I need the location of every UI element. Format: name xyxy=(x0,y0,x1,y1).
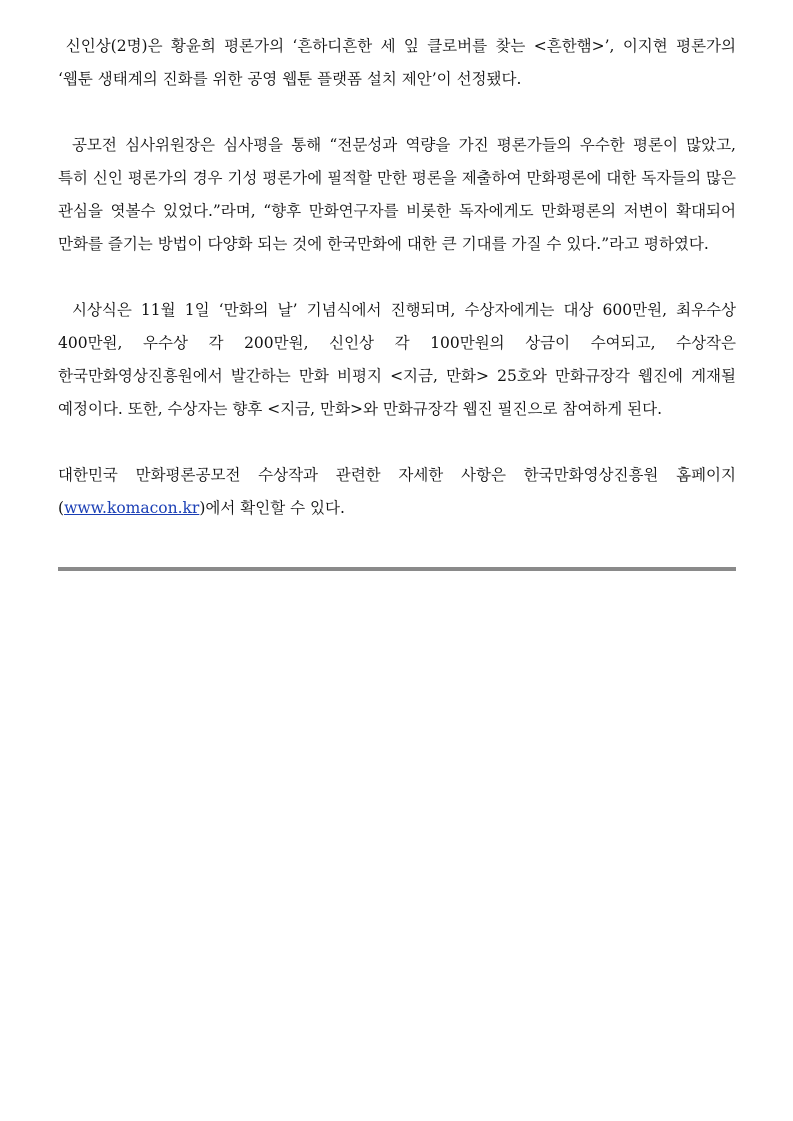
paragraph-rookie-award: 신인상(2명)은 황윤희 평론가의 ‘흔하디흔한 세 잎 클로버를 찾는 <흔한햄>’, 이지현 평론가의 ‘웹툰 생태계의 진화를 위한 공영 웹툰 플랫폼 설치 제안’이 선정됐다. xyxy=(58,37,736,88)
horizontal-divider xyxy=(58,567,736,571)
komacon-website-link[interactable]: www.komacon.kr xyxy=(64,499,200,517)
more-info-text-before: 대한민국 만화평론공모전 수상작과 관련한 자세한 사항은 한국만화영상진흥원 홈페이지( xyxy=(58,466,736,517)
document-body xyxy=(58,30,736,525)
paragraph-gap xyxy=(58,426,736,459)
paragraph-gap xyxy=(58,96,736,129)
paragraph-gap xyxy=(58,261,736,294)
paragraph-more-info xyxy=(58,459,736,525)
paragraph-ceremony: 시상식은 11월 1일 ‘만화의 날’ 기념식에서 진행되며, 수상자에게는 대상 600만원, 최우수상 400만원, 우수상 각 200만원, 신인상 각 100만원의 상금이 수여되고, 수상작은 한국만화영상진흥원에서 발간하는 만화 비평지 <지금, 만화> 25호와 만화규장각 웹진에 게재될 예정이다. 또한, 수상자는 향후 <지금, 만화>와 만화규장각 웹진 필진으로 참여하게 된다. xyxy=(58,301,736,418)
more-info-text-after: )에서 확인할 수 있다. xyxy=(199,499,345,517)
paragraph-judges-review: 공모전 심사위원장은 심사평을 통해 “전문성과 역량을 가진 평론가들의 우수한 평론이 많았고, 특히 신인 평론가의 경우 기성 평론가에 필적할 만한 평론을 제출하여 만화평론에 대한 독자들의 많은 관심을 엿볼수 있었다.”라며, “향후 만화연구자를 비롯한 독자에게도 만화평론의 저변이 확대되어 만화를 즐기는 방법이 다양화 되는 것에 한국만화에 대한 큰 기대를 가질 수 있다.”라고 평하였다. xyxy=(58,136,736,253)
